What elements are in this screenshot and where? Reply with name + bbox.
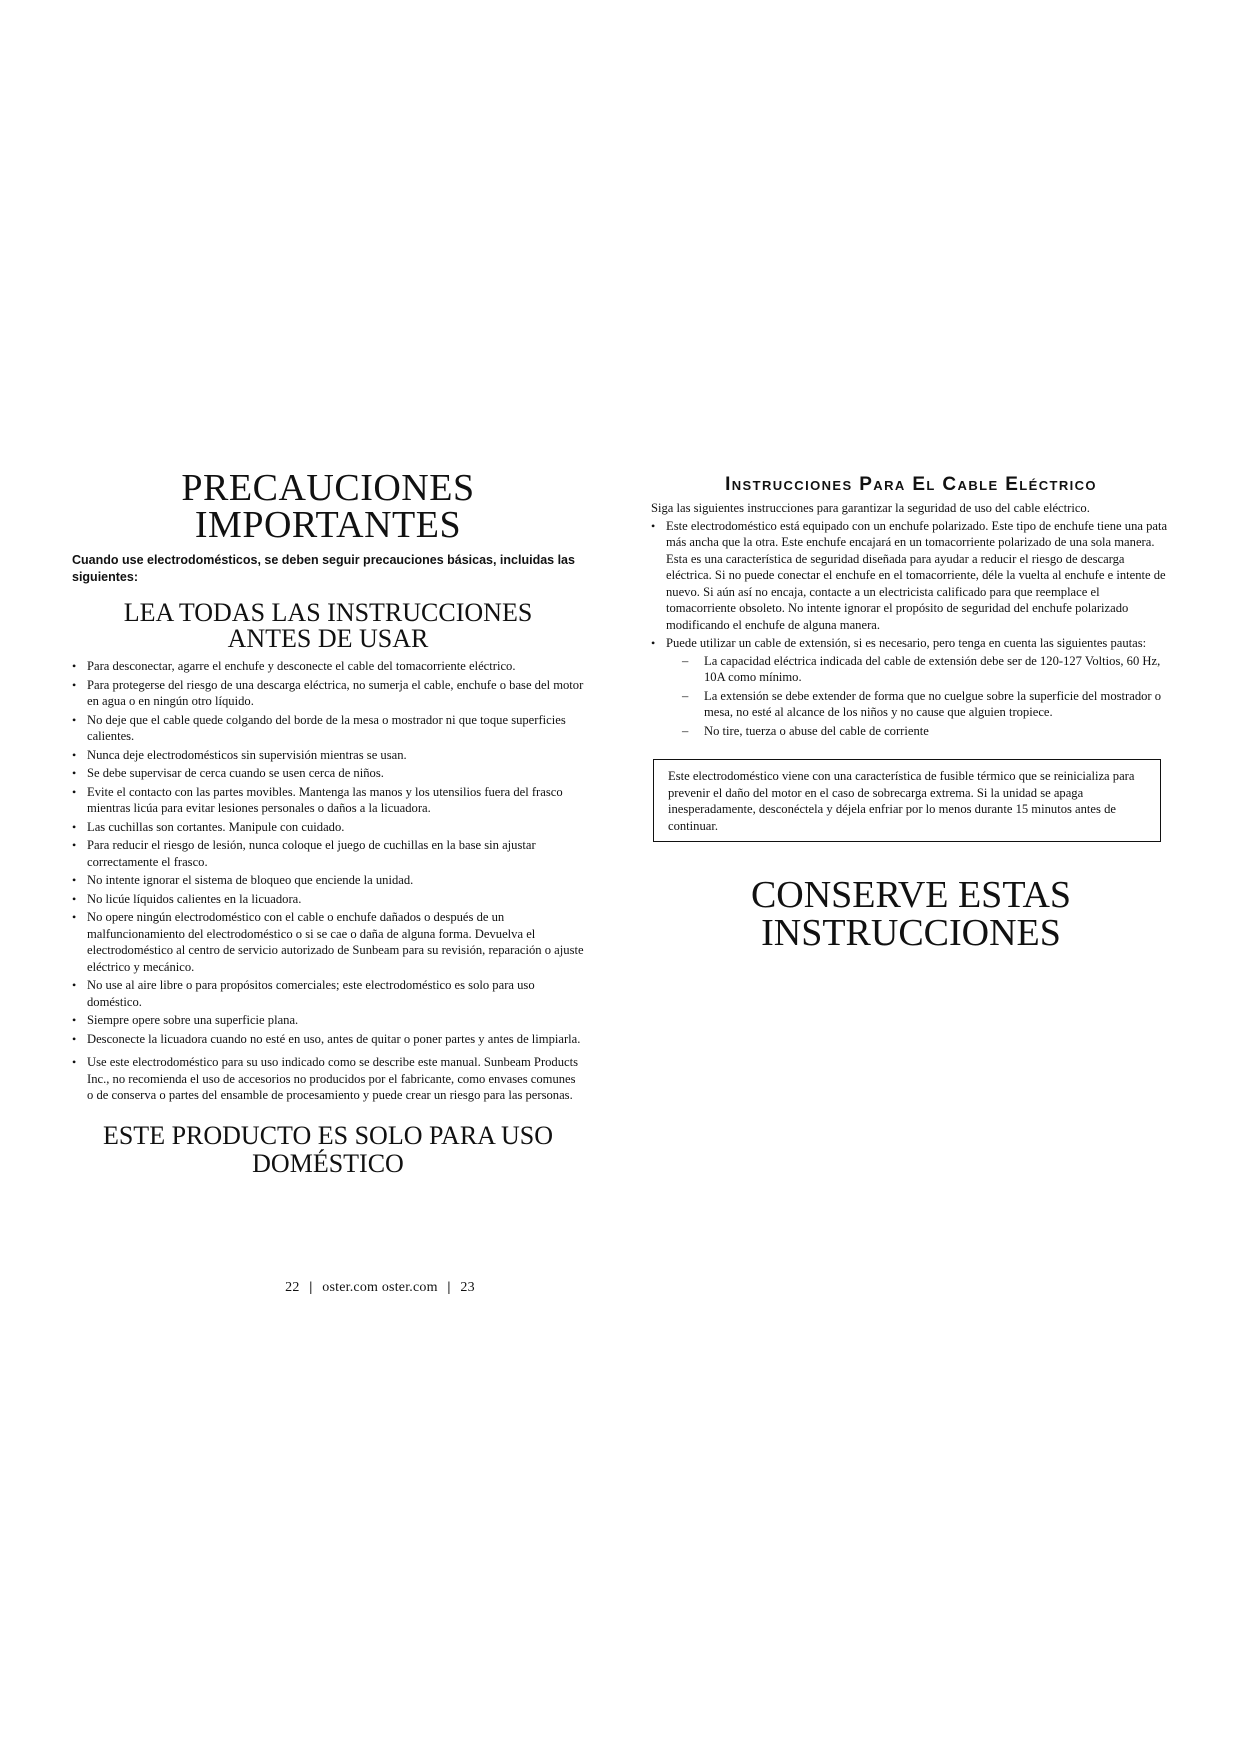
bullet-icon: •: [72, 747, 77, 762]
list-item: [72, 765, 584, 782]
list-item-text: No deje que el cable quede colgando del borde de la mesa o mostrador ni que toque superficies calientes.: [87, 712, 566, 743]
list-item-text: No licúe líquidos calientes en la licuadora.: [87, 891, 302, 906]
cord-intro: Siga las siguientes instrucciones para garantizar la seguridad de uso del cable eléctrico.: [651, 501, 1090, 515]
bullet-icon: •: [72, 1055, 77, 1069]
list-item: [651, 635, 1171, 739]
list-item: [682, 688, 1171, 721]
keep-instructions-line1: CONSERVE ESTAS: [750, 874, 1072, 916]
list-item: [682, 653, 1171, 686]
dash-icon: –: [682, 688, 689, 703]
right-page-number: 23: [460, 1280, 475, 1295]
bullet-icon: •: [72, 1031, 77, 1046]
precautions-title-line2: IMPORTANTES: [194, 504, 462, 546]
left-footer-site: oster.com: [322, 1280, 379, 1295]
list-item: [72, 747, 584, 764]
bullet-icon: •: [72, 838, 77, 852]
list-item-text: No tire, tuerza o abuse del cable de corriente: [704, 723, 929, 738]
list-item-text: La extensión se debe extender de forma que no cuelgue sobre la superficie del mostrador o mesa, no esté al alcance de los niños y no cause que alguien tropiece.: [704, 688, 1162, 719]
extension-guidelines: [666, 653, 1171, 740]
list-item-text: Evite el contacto con las partes movibles. Mantenga las manos y los utensilios fuera del frasco mientras licúa para evitar lesiones personales o daños a la licuadora.: [87, 784, 563, 815]
bullet-icon: •: [72, 873, 77, 887]
list-item: [72, 1054, 584, 1104]
list-item-text: Use este electrodoméstico para su uso indicado como se describe este manual. Sunbeam Products Inc., no recomienda el uso de accesorios no producidos por el fabricante, como envases comunes o de conserva o partes del ensamble de procesamiento y puede crear un riesgo para las personas.: [87, 1055, 579, 1102]
list-item-text: La capacidad eléctrica indicada del cable de extensión debe ser de 120-127 Voltios, 60 Hz, 10A como mínimo.: [704, 653, 1161, 684]
keep-instructions-title: [651, 876, 1171, 952]
bullet-icon: •: [72, 784, 77, 799]
list-item-text: Se debe supervisar de cerca cuando se usen cerca de niños.: [87, 766, 384, 780]
list-item: [72, 837, 584, 870]
bullet-icon: •: [72, 819, 77, 834]
bullet-icon: •: [72, 910, 77, 924]
list-item-text: Desconecte la licuadora cuando no esté en uso, antes de quitar o poner partes y antes de limpiarla.: [87, 1031, 581, 1046]
household-use-title: [72, 1122, 584, 1178]
dash-icon: –: [682, 653, 689, 668]
list-item-text: No opere ningún electrodoméstico con el cable o enchufe dañados o después de un malfuncionamiento del electrodoméstico o si se cae o daña de alguna forma. Devuelva el electrodoméstico al centro de servicio autorizado de Sunbeam para su revisión, reparación o ajuste eléctrico y mecánico.: [87, 910, 584, 974]
household-use-line1: ESTE PRODUCTO ES SOLO PARA USO: [102, 1120, 554, 1150]
list-item: [72, 712, 584, 745]
read-instructions-line1: LEA TODAS LAS INSTRUCCIONES: [123, 598, 533, 627]
precautions-title-line1: PRECAUCIONES: [181, 467, 475, 509]
left-page-number: 22: [285, 1280, 300, 1295]
precautions-title: [72, 467, 584, 546]
list-item-text: Las cuchillas son cortantes. Manipule con cuidado.: [87, 819, 345, 834]
list-item-text: Para reducir el riesgo de lesión, nunca coloque el juego de cuchillas en la base sin ajustar correctamente el frasco.: [87, 838, 536, 869]
list-item-text: Nunca deje electrodomésticos sin supervisión mientras se usan.: [87, 747, 407, 762]
list-item: [72, 819, 584, 836]
list-item-text: No use al aire libre o para propósitos comerciales; este electrodoméstico es solo para uso doméstico.: [87, 978, 535, 1009]
bullet-icon: •: [72, 1013, 77, 1027]
list-item-text: Para desconectar, agarre el enchufe y desconecte el cable del tomacorriente eléctrico.: [87, 659, 516, 673]
list-item: [72, 658, 584, 675]
list-item: [72, 977, 584, 1010]
list-item: [72, 677, 584, 710]
bullet-icon: •: [72, 766, 77, 780]
read-instructions-line2: ANTES DE USAR: [227, 624, 429, 653]
bullet-icon: •: [72, 677, 77, 692]
footer-separator: |: [447, 1280, 451, 1295]
left-page: [72, 467, 584, 1178]
bullet-icon: •: [72, 712, 77, 727]
list-item-text: Puede utilizar un cable de extensión, si es necesario, pero tenga en cuenta las siguientes pautas:: [666, 636, 1147, 650]
precautions-list: [72, 658, 584, 1104]
list-item-text: Para protegerse del riesgo de una descarga eléctrica, no sumerja el cable, enchufe o base del motor en agua o en ningún otro líquido.: [87, 677, 584, 708]
list-item: [651, 518, 1171, 634]
list-item: [72, 1031, 584, 1048]
bullet-icon: •: [72, 659, 77, 673]
right-footer-site: oster.com: [381, 1280, 438, 1295]
thermal-fuse-note: Este electrodoméstico viene con una característica de fusible térmico que se reinicializa para prevenir el daño del motor en el caso de sobrecarga extrema. Si la unidad se apaga inesperadamente, desconéctela y déjela enfriar por lo menos durante 15 minutos antes de continuar.: [653, 759, 1161, 842]
list-item: [72, 784, 584, 817]
bullet-icon: •: [72, 978, 77, 992]
bullet-icon: •: [651, 636, 656, 650]
list-item-text: Siempre opere sobre una superficie plana.: [87, 1013, 299, 1027]
dash-icon: –: [682, 723, 689, 738]
footer-separator: |: [309, 1280, 313, 1295]
household-use-line2: DOMÉSTICO: [252, 1148, 404, 1178]
list-item: [72, 1012, 584, 1029]
list-item-text: No intente ignorar el sistema de bloqueo que enciende la unidad.: [87, 873, 414, 887]
right-page: [651, 474, 1171, 952]
list-item: [72, 872, 584, 889]
list-item: [72, 909, 584, 975]
page-footer: [0, 1280, 760, 1296]
precautions-lead: Cuando use electrodomésticos, se deben seguir precauciones básicas, incluidas las siguientes:: [72, 553, 575, 584]
read-instructions-title: [72, 600, 584, 652]
bullet-icon: •: [72, 891, 77, 906]
cord-list: [651, 518, 1171, 740]
cord-instructions-title: Instrucciones Para El Cable Eléctrico: [725, 474, 1097, 495]
bullet-icon: •: [651, 518, 656, 533]
list-item: [72, 891, 584, 908]
keep-instructions-line2: INSTRUCCIONES: [761, 912, 1061, 954]
list-item-text: Este electrodoméstico está equipado con un enchufe polarizado. Este tipo de enchufe tiene una pata más ancha que la otra. Este enchufe encajará en un tomacorriente polarizado de una sola manera. Esta es una característica de seguridad diseñada para ayudar a reducir el riesgo de descarga eléctrica. Si no puede conectar el enchufe en el tomacorriente, déle la vuelta al enchufe e intente de nuevo. Si aún así no encaja, contacte a un electricista calificado para que reemplace el tomacorriente obsoleto. No intente ignorar el propósito de seguridad del enchufe polarizado modificando el enchufe de alguna manera.: [666, 518, 1168, 632]
list-item: [682, 723, 1171, 740]
